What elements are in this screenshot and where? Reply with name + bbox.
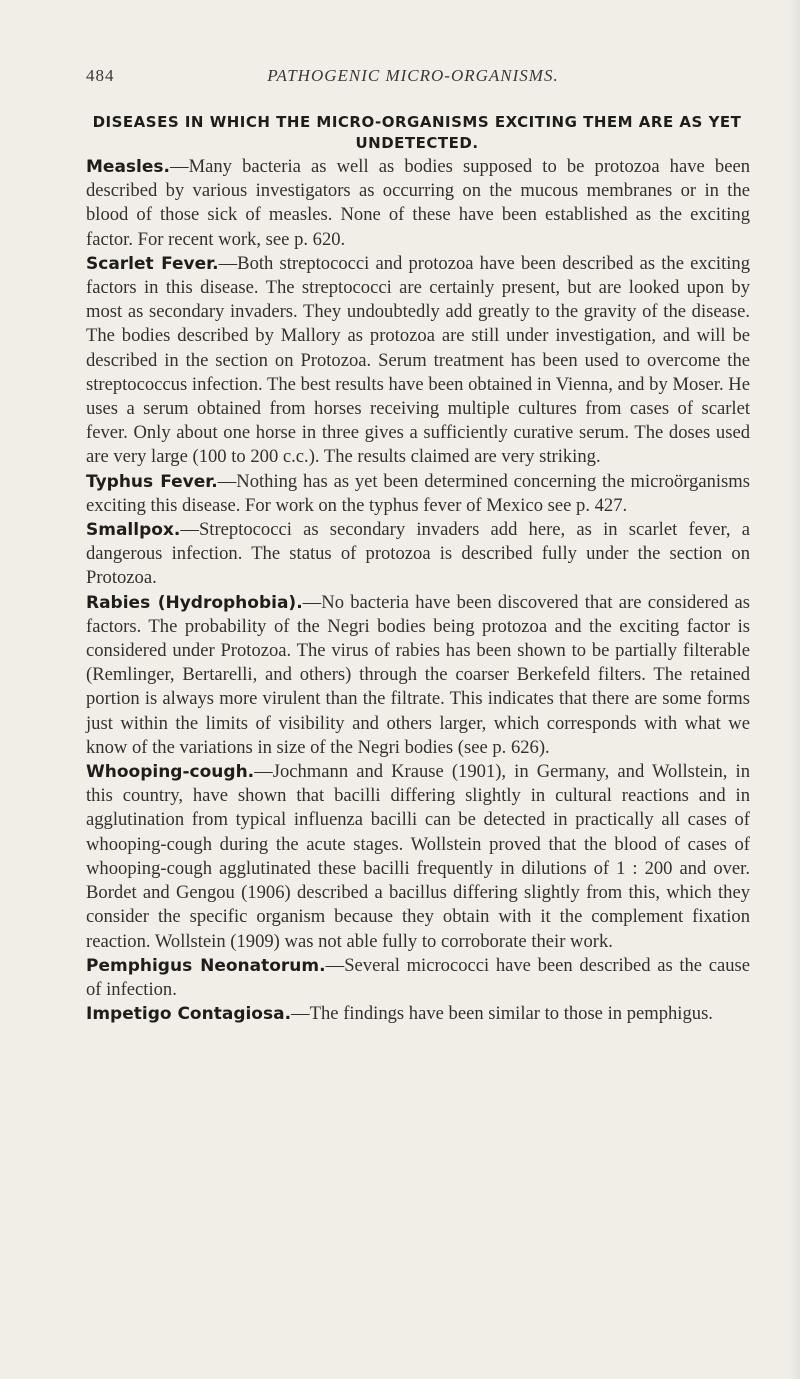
page-number: 484	[86, 66, 115, 85]
entry-text: —Several micrococci have been described as the cause of infection.	[86, 954, 750, 1000]
running-title: PATHOGENIC MICRO-ORGANISMS.	[267, 66, 559, 85]
entry-title: Impetigo Contagiosa.	[86, 1004, 292, 1025]
body-text	[86, 155, 750, 1026]
entry-impetigo-contagiosa	[86, 1002, 750, 1026]
entry-typhus-fever	[86, 470, 750, 518]
entry-text: —The findings have been similar to those in pemphigus.	[291, 1003, 713, 1025]
entry-title: Pemphigus Neonatorum.	[86, 955, 326, 976]
entry-whooping-cough	[86, 760, 750, 954]
entry-title: Rabies (Hydrophobia).	[86, 592, 303, 613]
entry-text: —Jochmann and Krause (1901), in Germany, and Wollstein, in this country, have shown that bacilli differing slightly in cultural reactions and in agglutination from typical influenza bacilli can be detected in practically all cases of whooping-cough during the acute stages. Wollstein proved that the blood of cases of whooping-cough agglutinated these bacilli frequently in dilutions of 1 : 200 and over. Bordet and Gengou (1906) described a bacillus differing slightly from this, which they consider the specific organism because they obtain with it the complement fixation reaction. Wollstein (1909) was not able fully to corroborate their work.	[86, 761, 750, 952]
entry-rabies	[86, 591, 750, 760]
entry-title: Scarlet Fever.	[86, 253, 219, 274]
entry-scarlet-fever	[86, 252, 750, 470]
entry-title: Typhus Fever.	[86, 471, 218, 492]
entry-text: —No bacteria have been discovered that are considered as factors. The probability of the Negri bodies being protozoa and the exciting factor is considered under Protozoa. The virus of rabies has been shown to be partially filterable (Remlinger, Bertarelli, and others) through the coarser Berkefeld filters. The retained portion is always more virulent than the filtrate. This indicates that there are some forms just within the limits of visibility and others larger, which corresponds with what we know of the variations in size of the Negri bodies (see p. 626).	[86, 591, 750, 758]
page-edge-shadow	[788, 0, 800, 1379]
entry-text: —Both streptococci and protozoa have been described as the exciting factors in this disease. The streptococci are certainly present, but are looked upon by most as secondary invaders. They undoubtedly add greatly to the gravity of the disease. The bodies described by Mallory as protozoa are still under investigation, and will be described in the section on Protozoa. Serum treatment has been used to overcome the streptococcus infection. The best results have been obtained in Vienna, and by Moser. He uses a serum obtained from horses receiving multiple cultures from cases of scarlet fever. Only about one horse in three gives a sufficiently curative serum. The doses used are very large (100 to 200 c.c.). The results claimed are very striking.	[86, 252, 751, 468]
running-head	[86, 66, 740, 88]
entry-title: Measles.	[86, 157, 170, 177]
entry-text: —Streptococci as secondary invaders add here, as in scarlet fever, a dangerous infection. The status of protozoa is described fully under the section on Protozoa.	[86, 519, 750, 589]
entry-title: Smallpox.	[86, 520, 181, 541]
entry-pemphigus-neonatorum	[86, 954, 750, 1002]
section-heading: DISEASES IN WHICH THE MICRO-ORGANISMS EXCITING THEM ARE AS YET UNDETECTED.	[92, 113, 742, 152]
entry-smallpox	[86, 518, 750, 591]
entry-text: —Many bacteria as well as bodies supposed to be protozoa have been described by various investigators as occurring on the mucous membranes or in the blood of those sick of measles. None of these have been established as the exciting factor. For recent work, see p. 620.	[86, 156, 750, 250]
entry-measles	[86, 155, 750, 252]
entry-title: Whooping-cough.	[86, 762, 255, 783]
entry-text: —Nothing has as yet been determined concerning the microörganisms exciting this disease. For work on the typhus fever of Mexico see p. 427.	[86, 470, 750, 516]
